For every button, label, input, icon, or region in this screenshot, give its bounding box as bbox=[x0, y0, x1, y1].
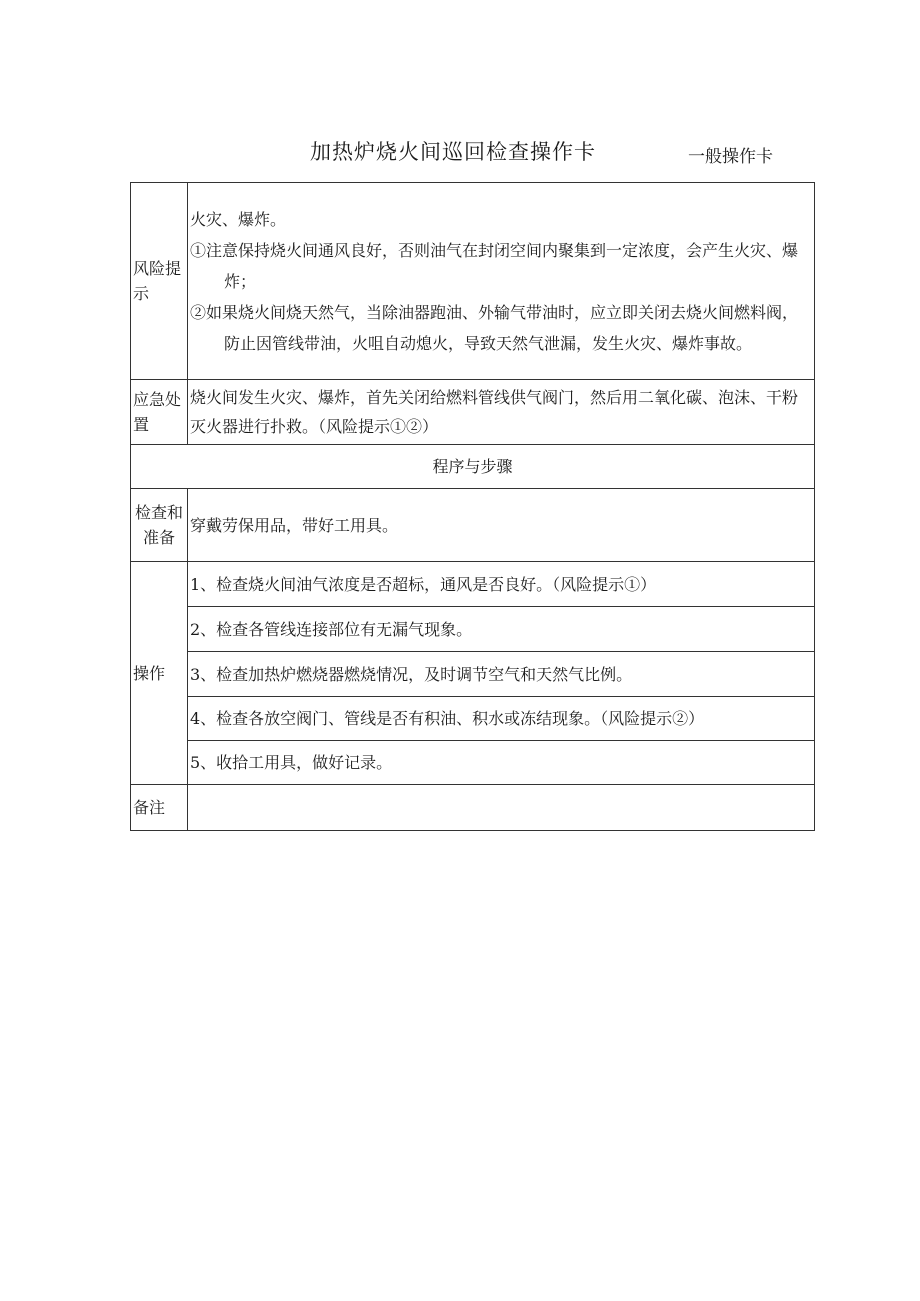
card-type-label: 一般操作卡 bbox=[688, 147, 773, 167]
emergency-label: 应急处置 bbox=[133, 390, 182, 434]
risk-content-cell bbox=[188, 183, 815, 380]
operation-row-4 bbox=[131, 697, 815, 741]
emergency-text: 烧火间发生火灾、爆炸，首先关闭给燃料管线供气阀门，然后用二氧化碳、泡沫、干粉灭火器进行扑救。（风险提示①②） bbox=[190, 388, 799, 436]
risk-row bbox=[131, 183, 815, 380]
emergency-row bbox=[131, 380, 815, 445]
card-title: 加热炉烧火间巡回检查操作卡 bbox=[310, 140, 596, 164]
operation-step-4: 4、检查各放空阀门、管线是否有积油、积水或冻结现象。（风险提示②） bbox=[188, 697, 815, 741]
emergency-label-cell bbox=[131, 380, 188, 445]
operation-label-cell bbox=[131, 562, 188, 785]
operation-step-1: 1、检查烧火间油气浓度是否超标，通风是否良好。（风险提示①） bbox=[188, 562, 815, 607]
remarks-row bbox=[131, 785, 815, 831]
operation-row-2 bbox=[131, 607, 815, 652]
emergency-content-cell bbox=[188, 380, 815, 445]
procedure-heading-row bbox=[131, 445, 815, 489]
operation-row-1 bbox=[131, 562, 815, 607]
operation-step-5: 5、收拾工用具，做好记录。 bbox=[188, 741, 815, 785]
remarks-label: 备注 bbox=[133, 798, 166, 817]
procedure-heading: 程序与步骤 bbox=[131, 445, 815, 489]
operation-label: 操作 bbox=[133, 663, 166, 683]
prepare-text: 穿戴劳保用品，带好工用具。 bbox=[188, 489, 815, 562]
operation-step-2: 2、检查各管线连接部位有无漏气现象。 bbox=[188, 607, 815, 652]
prepare-row bbox=[131, 489, 815, 562]
remarks-label-cell bbox=[131, 785, 188, 831]
remarks-content bbox=[188, 785, 815, 831]
risk-label: 风险提示 bbox=[133, 259, 182, 303]
operation-card-table bbox=[130, 182, 815, 831]
risk-label-cell bbox=[131, 183, 188, 380]
operation-row-3 bbox=[131, 652, 815, 697]
risk-item-2: ②如果烧火间烧天然气，当除油器跑油、外输气带油时，应立即关闭去烧火间燃料阀，防止因管线带油，火咀自动熄火，导致天然气泄漏，发生火灾、爆炸事故。 bbox=[190, 302, 799, 353]
prepare-label-cell bbox=[131, 489, 188, 562]
risk-summary: 火灾、爆炸。 bbox=[190, 209, 287, 229]
prepare-label: 检查和准备 bbox=[134, 503, 183, 547]
operation-row-5 bbox=[131, 741, 815, 785]
risk-item-1: ①注意保持烧火间通风良好，否则油气在封闭空间内聚集到一定浓度，会产生火灾、爆炸； bbox=[190, 240, 799, 291]
operation-step-3: 3、检查加热炉燃烧器燃烧情况，及时调节空气和天然气比例。 bbox=[188, 652, 815, 697]
